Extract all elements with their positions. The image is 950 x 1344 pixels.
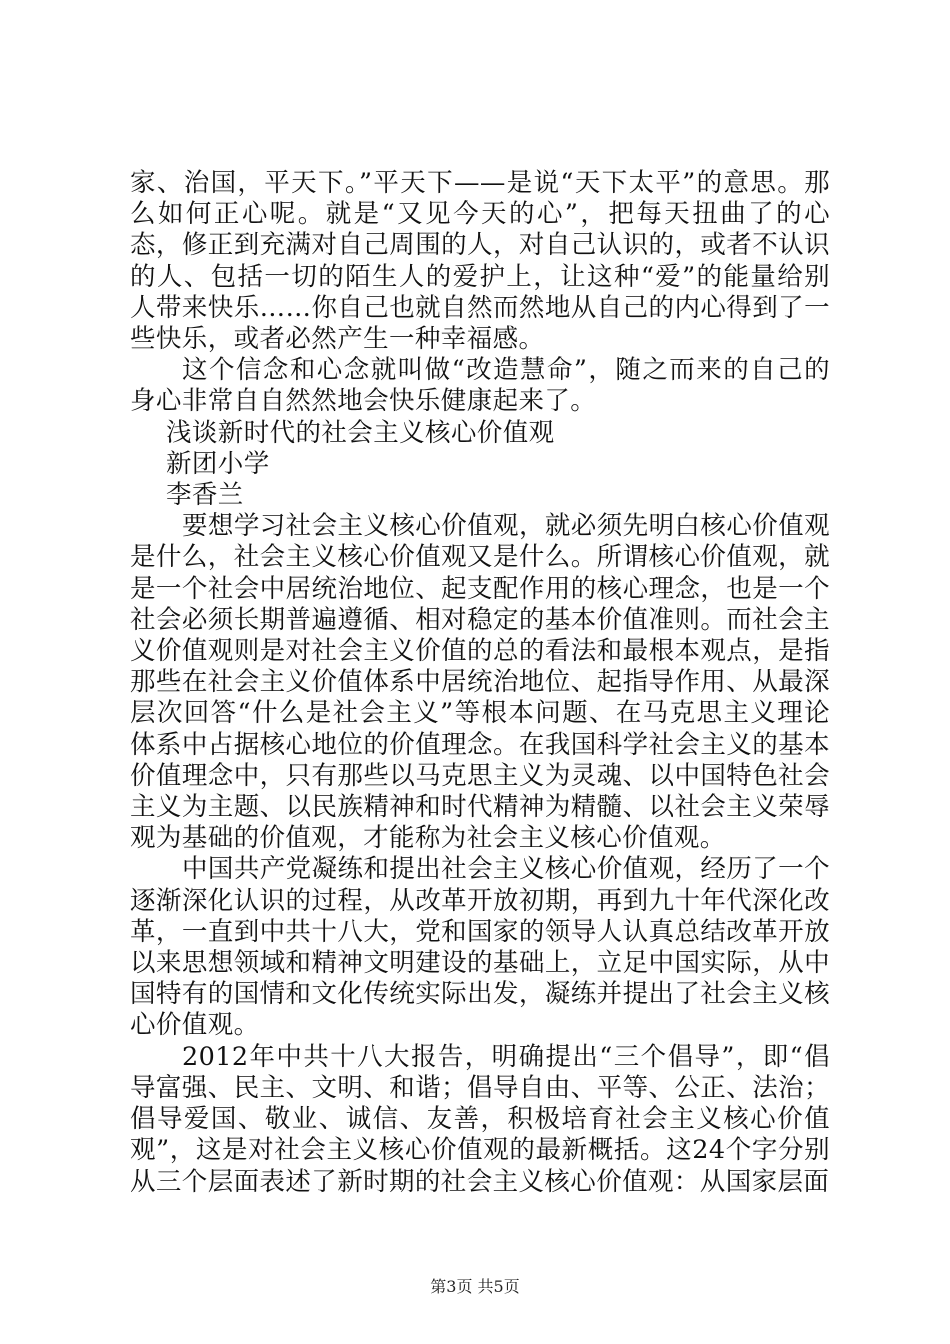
- page-footer: 第3页 共5页: [430, 1277, 520, 1296]
- paragraph-history: 中国共产党凝练和提出社会主义核心价值观，经历了一个逐渐深化认识的过程，从改革开放初期，再到九十年代深化改革，一直到中共十八大，党和国家的领导人认真总结改革开放以来思想领域和精神文明建设的基础上，立足中国实际，从中国特有的国情和文化传统实际出发，凝练并提出了社会主义核心价值观。: [130, 854, 830, 1041]
- paragraph-belief: 这个信念和心念就叫做“改造慧命”，随之而来的自己的身心非常自自然然地会快乐健康起来了。: [130, 355, 830, 417]
- document-body: [130, 168, 830, 1198]
- author-school: 新团小学: [166, 448, 270, 479]
- paragraph-continuation: 家、治国，平天下。”平天下——是说“天下太平”的意思。那么如何正心呢。就是“又见今天的心”，把每天扭曲了的心态，修正到充满对自己周围的人，对自己认识的，或者不认识的人、包括一切的陌生人的爱护上，让这种“爱”的能量给别人带来快乐……你自己也就自然而然地从自己的内心得到了一些快乐，或者必然产生一种幸福感。: [130, 168, 830, 355]
- article-title: 浅谈新时代的社会主义核心价值观: [166, 417, 555, 448]
- paragraph-eighteenth-congress: 2012年中共十八大报告，明确提出“三个倡导”，即“倡导富强、民主、文明、和谐；倡导自由、平等、公正、法治；倡导爱国、敬业、诚信、友善，积极培育社会主义核心价值观”，这是对社会主义核心价值观的最新概括。这24个字分别从三个层面表述了新时期的社会主义核心价值观：从国家层面: [130, 1041, 830, 1197]
- author-name: 李香兰: [166, 480, 244, 511]
- paragraph-definition: 要想学习社会主义核心价值观，就必须先明白核心价值观是什么，社会主义核心价值观又是什么。所谓核心价值观，就是一个社会中居统治地位、起支配作用的核心理念，也是一个社会必须长期普遍遵循、相对稳定的基本价值准则。而社会主义价值观则是对社会主义价值的总的看法和最根本观点，是指那些在社会主义价值体系中居统治地位、起指导作用、从最深层次回答“什么是社会主义”等根本问题、在马克思主义理论体系中占据核心地位的价值理念。在我国科学社会主义的基本价值理念中，只有那些以马克思主义为灵魂、以中国特色社会主义为主题、以民族精神和时代精神为精髓、以社会主义荣辱观为基础的价值观，才能称为社会主义核心价值观。: [130, 511, 830, 854]
